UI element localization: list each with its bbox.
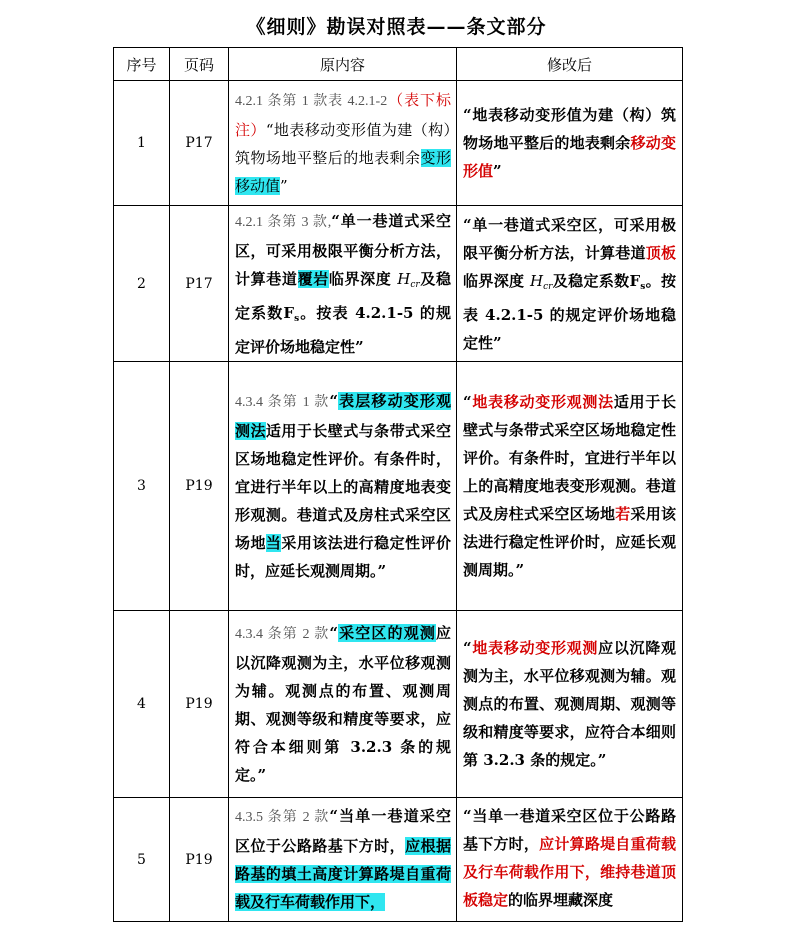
row-number: 5 [114, 798, 170, 922]
highlighted-text: 应根据路基的填土高度计算路堤自重荷载及行车荷载作用下， [235, 836, 451, 911]
revised-text: “ [463, 639, 472, 657]
revised-content [457, 81, 683, 206]
revised-text-end: 采用该法进行稳定性评价时，应延长观测周期。” [463, 505, 676, 579]
highlighted-text: 采空区的观测 [337, 624, 436, 642]
header-page: 页码 [170, 48, 229, 81]
symbol-f-sub: s [640, 281, 646, 292]
table-note-label: （表下标注） [235, 91, 451, 139]
row-number: 4 [114, 611, 170, 798]
revised-content [457, 206, 683, 362]
row-page: P19 [170, 798, 229, 922]
revised-text-end: ” [493, 162, 502, 180]
errata-table [113, 47, 683, 922]
original-text: “地表移动变形值为建（构）筑物场地平整后的地表剩余 [235, 121, 451, 167]
revised-change: 地表移动变形观测 [471, 639, 599, 657]
original-text-end: 。按表 4.2.1-5 的规定评价场地稳定性” [235, 303, 451, 356]
revised-text: “地表移动变形值为建（构）筑物场地平整后的地表剩余 [463, 106, 676, 152]
original-content [229, 206, 457, 362]
revised-text: “单一巷道式采空区，可采用极限平衡分析方法，计算巷道 [463, 215, 676, 262]
clause-ref: 4.2.1 条第 3 款, [235, 214, 332, 230]
revised-content [457, 798, 683, 922]
table-row [114, 798, 683, 922]
original-text: 适用于长壁式与条带式采空区场地稳定性评价。有条件时，宜进行半年以上的高精度地表变形观测。巷道式及房柱式采空区场地 [235, 422, 451, 552]
highlighted-text: 当 [265, 534, 282, 552]
row-page: P19 [170, 362, 229, 611]
original-text-end: 应以沉降观测为主，水平位移观测为辅。观测点的布置、观测周期、观测等级和精度等要求，应符合本细则第 3.2.3 条的规定。” [235, 624, 451, 784]
original-text: 临界深度 [328, 269, 398, 288]
revised-content [457, 362, 683, 611]
revised-text: 适用于长壁式与条带式采空区场地稳定性评价。有条件时，宜进行半年以上的高精度地表变形观测。巷道式及房柱式采空区场地 [463, 393, 676, 523]
revised-change: 地表移动变形观测法 [471, 393, 614, 411]
highlighted-text: 变形移动值 [235, 149, 451, 195]
original-content [229, 798, 457, 922]
original-text: “当单一巷道采空区位于公路路基下方时， [235, 806, 451, 855]
row-number: 3 [114, 362, 170, 611]
row-page: P17 [170, 206, 229, 362]
revised-change: 移动变形值 [463, 134, 676, 180]
symbol-h: H [397, 269, 411, 288]
original-content [229, 81, 457, 206]
original-text-end: 采用该法进行稳定性评价时，应延长观测周期。” [235, 534, 451, 580]
row-page: P17 [170, 81, 229, 206]
revised-text-end: 。按表 4.2.1-5 的规定评价场地稳定性” [463, 271, 676, 352]
header-num: 序号 [114, 48, 170, 81]
revised-content [457, 611, 683, 798]
highlighted-text: 覆岩 [297, 269, 329, 288]
header-original: 原内容 [229, 48, 457, 81]
table-row [114, 362, 683, 611]
clause-ref: 4.3.4 条第 2 款 [235, 627, 330, 642]
original-text: 及稳定系数F [235, 269, 451, 322]
original-text: “单一巷道式采空区，可采用极限平衡分析方法，计算巷道 [235, 211, 451, 288]
symbol-h-sub: cr [543, 281, 553, 292]
revised-text-end: 的临界埋藏深度 [508, 890, 614, 909]
document-title: 《细则》勘误对照表——条文部分 [246, 16, 547, 38]
clause-ref: 4.3.4 条第 1 款 [235, 395, 330, 410]
symbol-h: H [529, 271, 544, 290]
symbol-f-sub: s [294, 313, 300, 324]
table-row [114, 81, 683, 206]
revised-text: “当单一巷道采空区位于公路路基下方时， [463, 806, 676, 853]
row-number: 1 [114, 81, 170, 206]
revised-text: 临界深度 [463, 271, 530, 290]
revised-text: “ [463, 393, 472, 411]
header-revised: 修改后 [457, 48, 683, 81]
original-text-end: ” [280, 177, 288, 195]
header-row [114, 48, 683, 81]
original-content [229, 611, 457, 798]
clause-ref: 4.3.5 条第 2 款 [235, 809, 330, 825]
symbol-h-sub: cr [410, 279, 420, 290]
clause-ref: 4.2.1 条第 1 款表 4.2.1-2 [235, 94, 388, 109]
original-text: “ [329, 392, 338, 410]
highlighted-text: 表层移动变形观测法 [235, 392, 451, 440]
table-row [114, 206, 683, 362]
row-page: P19 [170, 611, 229, 798]
revised-change: 若 [615, 505, 631, 523]
revised-change: 顶板 [645, 243, 676, 262]
table-row [114, 611, 683, 798]
revised-text-end: 应以沉降观测为主，水平位移观测为辅。观测点的布置、观测周期、观测等级和精度等要求，应符合本细则第 3.2.3 条的规定。” [463, 639, 676, 769]
row-number: 2 [114, 206, 170, 362]
revised-change: 应计算路堤自重荷载及行车荷载作用下，维持巷道顶板稳定 [463, 834, 676, 909]
revised-text: 及稳定系数F [552, 271, 641, 290]
original-text: “ [329, 624, 338, 642]
original-content [229, 362, 457, 611]
